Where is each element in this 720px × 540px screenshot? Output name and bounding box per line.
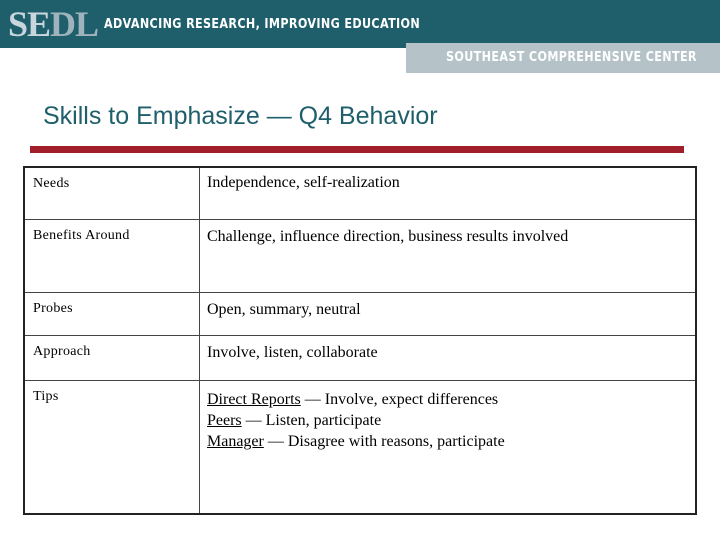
table-row (24, 381, 696, 515)
table-row (24, 293, 696, 336)
tip-line (207, 431, 695, 452)
tip-advice: — Listen, participate (241, 412, 382, 429)
tip-advice: — Involve, expect differences (300, 391, 499, 408)
tagline: ADVANCING RESEARCH, IMPROVING EDUCATION (104, 17, 421, 32)
row-value: Involve, listen, collaborate (200, 336, 697, 381)
row-value: Independence, self-realization (200, 167, 697, 220)
center-name: SOUTHEAST COMPREHENSIVE CENTER (446, 50, 697, 65)
row-label: Benefits Around (24, 220, 200, 293)
tip-role: Peers (207, 412, 242, 429)
center-name-bar (406, 43, 720, 73)
tip-role: Direct Reports (207, 391, 301, 408)
logo-text-dl: DL (50, 4, 99, 44)
tip-line (207, 410, 695, 431)
logo-text-se: SE (8, 4, 51, 44)
table-row (24, 220, 696, 293)
table-row (24, 167, 696, 220)
row-label: Probes (24, 293, 200, 336)
sedl-logo[interactable] (8, 4, 99, 44)
row-label: Approach (24, 336, 200, 381)
header-banner (0, 0, 720, 48)
tip-advice: — Disagree with reasons, participate (263, 433, 505, 450)
row-value: Challenge, influence direction, business results involved (200, 220, 697, 293)
tip-role: Manager (207, 433, 264, 450)
title-divider (30, 146, 684, 153)
row-value: Open, summary, neutral (200, 293, 697, 336)
row-label: Tips (24, 381, 200, 515)
slide-title: Skills to Emphasize — Q4 Behavior (43, 102, 438, 130)
tips-cell (200, 381, 697, 515)
table-row (24, 336, 696, 381)
row-label: Needs (24, 167, 200, 220)
skills-table (23, 166, 697, 515)
tip-line (207, 389, 695, 410)
